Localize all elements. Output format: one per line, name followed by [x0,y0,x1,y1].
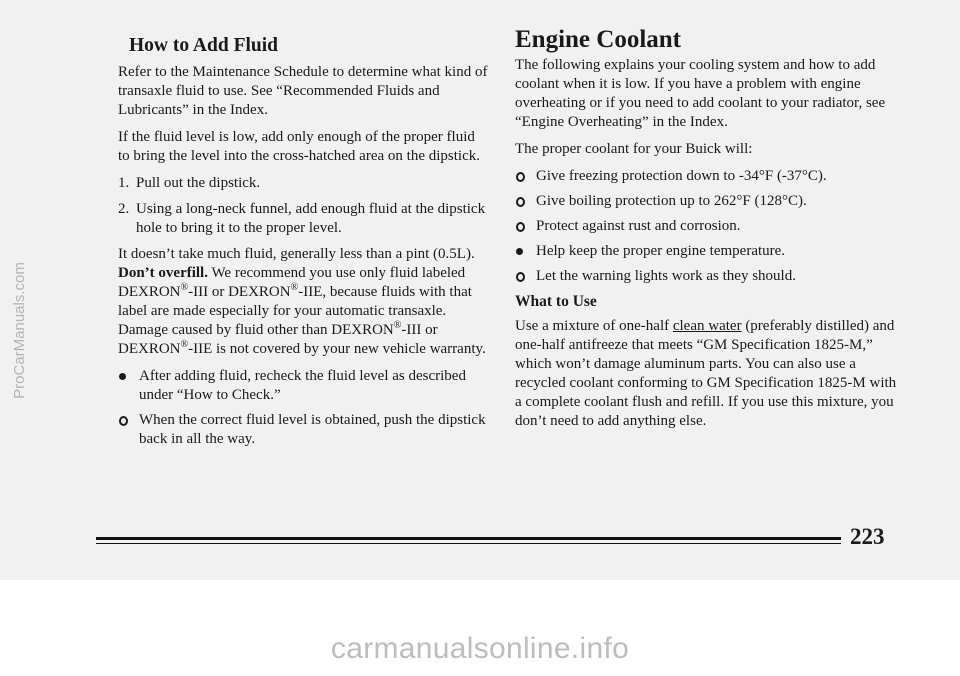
side-watermark-text: ProCarManuals.com [10,261,28,399]
p3-text-d: -IIE, because fluids with that label are made especially for your automatic transaxle. Damage caused by fluid other than DEXRON [118,284,472,338]
right-bullet-2-text: Give boiling protection up to 262°F (128°C). [536,193,807,209]
left-paragraph-2: If the fluid level is low, add only enough of the proper fluid to bring the level into the cross-hatched area on the dipstick. [118,129,480,164]
right-bullet-3 [515,217,900,236]
right-bullet-1-text: Give freezing protection down to -34°F (-37°C). [536,168,827,184]
bullet-ring-icon [516,272,525,282]
right-column [515,26,900,439]
right-bullet-3-text: Protect against rust and corrosion. [536,218,741,234]
right-bullet-4 [515,242,900,261]
bottom-watermark: carmanualsonline.info [330,632,630,665]
p3-text-f: -IIE is not covered by your new vehicle warranty. [188,341,486,357]
right-bullet-5 [515,267,900,286]
bullet-ring-icon [119,416,128,426]
p3-text-b: We recommend you use only fluid labeled DEXRON [118,265,466,300]
p3-text-e: -III or DEXRON [118,322,438,357]
registered-mark: ® [180,339,189,350]
right-bullet-2 [515,192,900,211]
step-2-number: 2. [118,201,130,217]
p3-text-c: -III or DEXRON [188,284,291,300]
left-bullet-1-text: After adding fluid, recheck the fluid level as described under “How to Check.” [139,368,466,403]
registered-mark: ® [290,282,299,293]
footer-rule-thin [96,543,841,544]
engine-coolant-heading: Engine Coolant [515,26,682,53]
right-paragraph-3 [515,317,900,431]
bullet-dot-icon [119,373,126,380]
bullet-dot-icon [516,248,523,255]
right-paragraph-2: The proper coolant for your Buick will: [515,141,753,157]
step-1-text: Pull out the dipstick. [136,175,261,191]
what-to-use-heading: What to Use [515,293,597,310]
left-paragraph-1: Refer to the Maintenance Schedule to determine what kind of transaxle fluid to use. See “Recommended Fluids and Lubricants” in the Index. [118,64,488,118]
how-to-add-fluid-heading: How to Add Fluid [129,35,279,56]
step-1 [118,174,488,193]
rp3-text-b: (preferably distilled) and one-half antifreeze that meets “GM Specification 1825-M,” which won’t damage aluminum parts. You can also use a recycled coolant conforming to GM Specification 1825-M with a complete coolant flush and refill. If you use this mixture, you don’t need to add anything else. [515,318,897,429]
page-number: 223 [850,524,885,549]
step-2-text: Using a long-neck funnel, add enough fluid at the dipstick hole to bring it to the proper level. [136,201,486,236]
side-watermark [5,30,33,630]
step-1-number: 1. [118,175,130,191]
step-2 [118,200,488,238]
footer-rule-thick [96,537,841,540]
right-bullet-4-text: Help keep the proper engine temperature. [536,243,786,259]
left-column [118,30,488,455]
rp3-text-a: Use a mixture of one-half [515,318,670,334]
right-paragraph-1: The following explains your cooling system and how to add coolant when it is low. If you have a problem with engine overheating or if you need to add coolant to your radiator, see “Engine Overheating” in the Index. [515,57,886,130]
left-bullet-2-text: When the correct fluid level is obtained, push the dipstick back in all the way. [139,412,486,447]
left-bullet-1 [118,367,488,405]
right-bullet-5-text: Let the warning lights work as they should. [536,268,796,284]
clean-water-underlined: clean water [672,318,742,334]
dont-overfill-warning: Don’t overfill. [118,265,208,281]
left-bullet-2 [118,411,488,449]
bullet-ring-icon [516,222,525,232]
bullet-ring-icon [516,197,525,207]
left-paragraph-3 [118,245,488,359]
registered-mark: ® [180,282,189,293]
right-bullet-1 [515,167,900,186]
p3-text-a: It doesn’t take much fluid, generally less than a pint (0.5L). [118,246,475,262]
bullet-ring-icon [516,172,525,182]
registered-mark: ® [393,320,402,331]
